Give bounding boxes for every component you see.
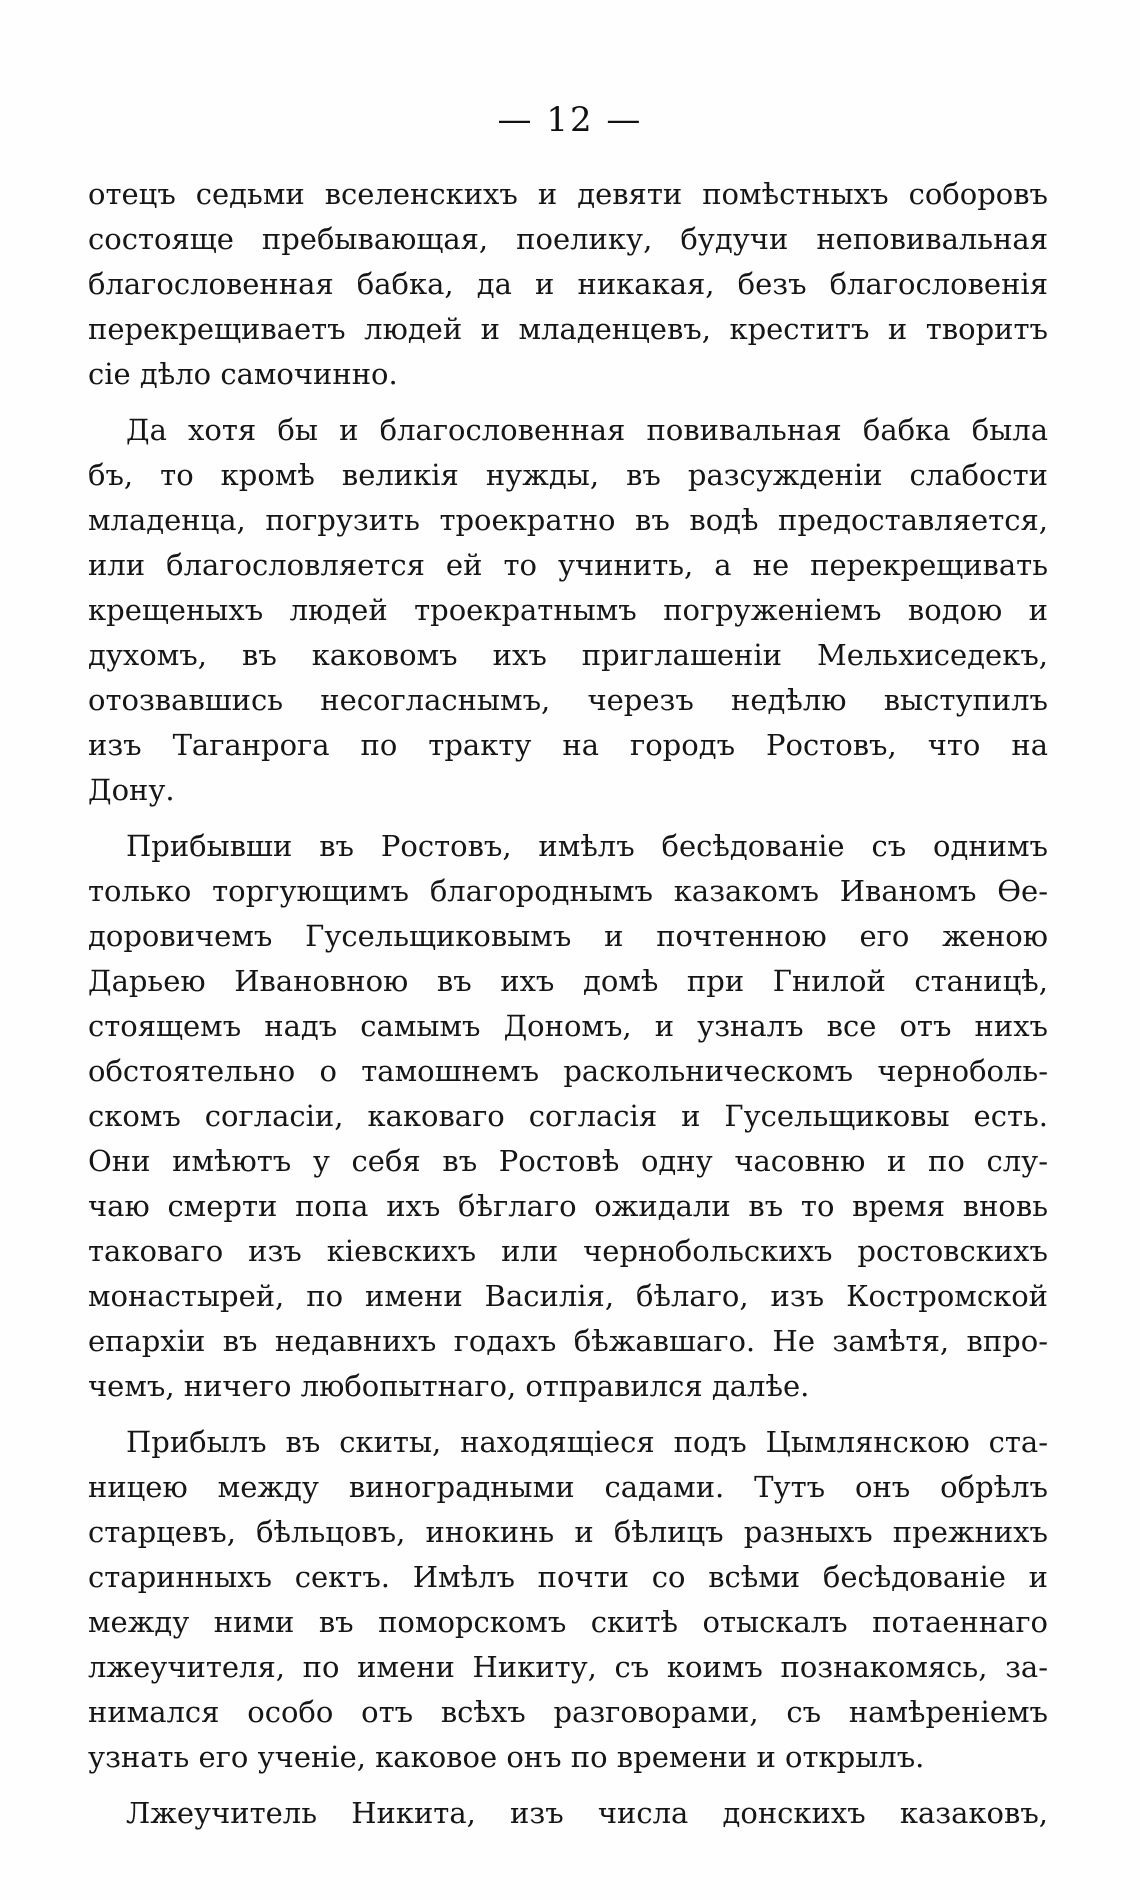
text-line: отецъ седьми вселенскихъ и девяти помѣстныхъ соборовъ bbox=[88, 177, 1048, 211]
paragraph bbox=[88, 172, 1048, 397]
text-line: нимался особо отъ всѣхъ разговорами, съ намѣреніемъ bbox=[88, 1695, 1048, 1729]
text-line: младенца, погрузить троекратно въ водѣ предоставляется, bbox=[88, 503, 1048, 537]
text-line: перекрещиваетъ людей и младенцевъ, креститъ и творитъ bbox=[88, 312, 1048, 346]
text-line: изъ Таганрога по тракту на городъ Ростовъ, что на bbox=[88, 728, 1048, 762]
text-line: бъ, то кромѣ великія нужды, въ разсужденіи слабости bbox=[88, 458, 1048, 492]
text-line: Они имѣютъ у себя въ Ростовѣ одну часовню и по слу- bbox=[88, 1144, 1048, 1178]
text-line: чемъ, ничего любопытнаго, отправился далѣе. bbox=[88, 1369, 810, 1403]
paragraph bbox=[88, 824, 1048, 1409]
text-line: или благословляется ей то учинить, а не перекрещивать bbox=[88, 548, 1048, 582]
text-line: Дону. bbox=[88, 773, 175, 807]
text-line: монастырей, по имени Василія, бѣлаго, изъ Костромской bbox=[88, 1279, 1048, 1313]
text-line: отозвавшись несогласнымъ, черезъ недѣлю выступилъ bbox=[88, 683, 1048, 717]
text-line: старинныхъ сектъ. Имѣлъ почти со всѣми бесѣдованіе и bbox=[88, 1560, 1048, 1594]
paragraph-gap bbox=[88, 397, 1048, 408]
text-line: крещеныхъ людей троекратнымъ погруженіемъ водою и bbox=[88, 593, 1048, 627]
text-line: сіе дѣло самочинно. bbox=[88, 357, 398, 391]
text-line: состояще пребывающая, поелику, будучи неповивальная bbox=[88, 222, 1048, 256]
text-line: Дарьею Ивановною въ ихъ домѣ при Гнилой станицѣ, bbox=[88, 964, 1048, 998]
text-line: только торгующимъ благороднымъ казакомъ Иваномъ Ѳе- bbox=[88, 874, 1048, 908]
text-line: стоящемъ надъ самымъ Дономъ, и узналъ все отъ нихъ bbox=[88, 1009, 1048, 1043]
text-line: обстоятельно о тамошнемъ раскольническомъ черноболь- bbox=[88, 1054, 1048, 1088]
text-line: таковаго изъ кіевскихъ или чернобольскихъ ростовскихъ bbox=[88, 1234, 1048, 1268]
text-line: между ними въ поморскомъ скитѣ отыскалъ потаеннаго bbox=[88, 1605, 1048, 1639]
text-line: Да хотя бы и благословенная повивальная бабка была bbox=[126, 413, 1048, 447]
paragraph-gap bbox=[88, 813, 1048, 824]
text-line: скомъ согласіи, каковаго согласія и Гусельщиковы есть. bbox=[88, 1099, 1048, 1133]
text-line: духомъ, въ каковомъ ихъ приглашеніи Мельхиседекъ, bbox=[88, 638, 1048, 672]
text-line: Прибылъ въ скиты, находящіеся подъ Цымлянскою ста- bbox=[126, 1425, 1048, 1459]
text-line: Прибывши въ Ростовъ, имѣлъ бесѣдованіе съ однимъ bbox=[126, 829, 1048, 863]
paragraph-gap bbox=[88, 1409, 1048, 1420]
body-text bbox=[88, 172, 1048, 1836]
text-line: Лжеучитель Никита, изъ числа донскихъ казаковъ, bbox=[126, 1796, 1048, 1830]
text-line: епархіи въ недавнихъ годахъ бѣжавшаго. Не замѣтя, впро- bbox=[88, 1324, 1048, 1358]
text-line: ницею между виноградными садами. Тутъ онъ обрѣлъ bbox=[88, 1470, 1048, 1504]
paragraph bbox=[88, 408, 1048, 813]
text-line: лжеучителя, по имени Никиту, съ коимъ познакомясь, за- bbox=[88, 1650, 1048, 1684]
paragraph-gap bbox=[88, 1780, 1048, 1791]
text-line: доровичемъ Гусельщиковымъ и почтенною его женою bbox=[88, 919, 1048, 953]
paragraph bbox=[88, 1791, 1048, 1836]
paragraph bbox=[88, 1420, 1048, 1780]
text-line: узнать его ученіе, каковое онъ по времени и открылъ. bbox=[88, 1740, 925, 1774]
text-line: чаю смерти попа ихъ бѣглаго ожидали въ то время вновь bbox=[88, 1189, 1048, 1223]
text-line: старцевъ, бѣльцовъ, инокинь и бѣлицъ разныхъ прежнихъ bbox=[88, 1515, 1048, 1549]
page-number: — 12 — bbox=[497, 100, 643, 140]
text-line: благословенная бабка, да и никакая, безъ благословенія bbox=[88, 267, 1048, 301]
